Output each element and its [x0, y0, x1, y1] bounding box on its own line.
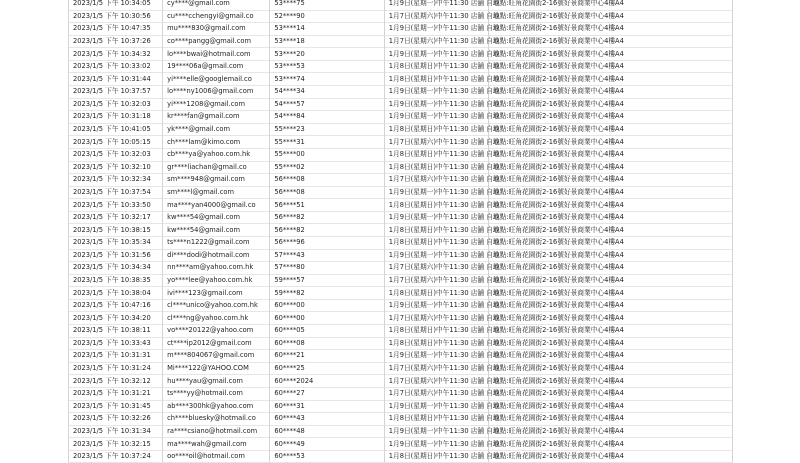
pickup-address-cell[interactable]: 地點:旺角花園街2-16號好景商業中心4樓A4	[489, 186, 733, 199]
pickup-address-cell[interactable]: 地點:旺角花園街2-16號好景商業中心4樓A4	[489, 274, 733, 287]
phone-cell[interactable]: 53****18	[270, 35, 384, 48]
table-row	[69, 23, 733, 36]
orders-table	[68, 0, 733, 463]
table-row	[69, 262, 733, 275]
table-row	[69, 86, 733, 99]
table-row	[69, 199, 733, 212]
pickup-address-cell[interactable]: 地點:旺角花園街2-16號好景商業中心4樓A4	[489, 312, 733, 325]
order-date-cell[interactable]: 2023/1/5 下午 10:38:15	[69, 224, 163, 237]
table-row	[69, 98, 733, 111]
email-cell[interactable]: sm****l@gmail.com	[163, 186, 270, 199]
email-cell[interactable]: hu****yau@gmail.com	[163, 375, 270, 388]
email-cell[interactable]: ra****csiano@hotmail.com	[163, 425, 270, 438]
table-row	[69, 123, 733, 136]
phone-cell[interactable]: 59****57	[270, 274, 384, 287]
order-date-cell[interactable]: 2023/1/5 下午 10:31:24	[69, 362, 163, 375]
pickup-time-cell[interactable]: 1月8日(星期日)中午11:30 店舖 自取	[384, 236, 488, 249]
phone-cell[interactable]: 56****82	[270, 211, 384, 224]
phone-cell[interactable]: 53****74	[270, 73, 384, 86]
table-row	[69, 10, 733, 23]
order-date-cell[interactable]: 2023/1/5 下午 10:47:35	[69, 23, 163, 36]
table-row	[69, 0, 733, 10]
order-date-cell[interactable]: 2023/1/5 下午 10:31:56	[69, 249, 163, 262]
pickup-time-cell[interactable]: 1月8日(星期日)中午11:30 店舖 自取	[384, 60, 488, 73]
order-date-cell[interactable]: 2023/1/5 下午 10:31:21	[69, 387, 163, 400]
phone-cell[interactable]: 56****08	[270, 174, 384, 187]
email-cell[interactable]: ab****300hk@yahoo.com	[163, 400, 270, 413]
order-date-cell[interactable]: 2023/1/5 下午 10:32:15	[69, 438, 163, 451]
table-row	[69, 274, 733, 287]
pickup-address-cell[interactable]: 地點:旺角花園街2-16號好景商業中心4樓A4	[489, 35, 733, 48]
order-date-cell[interactable]: 2023/1/5 下午 10:32:34	[69, 174, 163, 187]
phone-cell[interactable]: 52****90	[270, 10, 384, 23]
email-cell[interactable]: ma****wah@gmail.com	[163, 438, 270, 451]
pickup-address-cell[interactable]: 地點:旺角花園街2-16號好景商業中心4樓A4	[489, 48, 733, 61]
order-date-cell[interactable]: 2023/1/5 下午 10:31:18	[69, 111, 163, 124]
pickup-address-cell[interactable]: 地點:旺角花園街2-16號好景商業中心4樓A4	[489, 400, 733, 413]
pickup-time-cell[interactable]: 1月9日(星期一)中午11:30 店舖 自取	[384, 350, 488, 363]
email-cell[interactable]: cu****cchengyi@gmail.co	[163, 10, 270, 23]
order-date-cell[interactable]: 2023/1/5 下午 10:38:04	[69, 287, 163, 300]
pickup-time-cell[interactable]: 1月9日(星期一)中午11:30 店舖 自取	[384, 86, 488, 99]
email-cell[interactable]: oo****oil@hotmail.com	[163, 450, 270, 463]
phone-cell[interactable]: 60****27	[270, 387, 384, 400]
table-row	[69, 174, 733, 187]
order-date-cell[interactable]: 2023/1/5 下午 10:32:03	[69, 148, 163, 161]
phone-cell[interactable]: 53****75	[270, 0, 384, 10]
pickup-address-cell[interactable]: 地點:旺角花園街2-16號好景商業中心4樓A4	[489, 350, 733, 363]
phone-cell[interactable]: 60****05	[270, 325, 384, 338]
table-row	[69, 325, 733, 338]
table-row	[69, 362, 733, 375]
email-cell[interactable]: cl****unico@yahoo.com.hk	[163, 299, 270, 312]
email-cell[interactable]: Mi****122@YAHOO.COM	[163, 362, 270, 375]
pickup-time-cell[interactable]: 1月8日(星期日)中午11:30 店舖 自取	[384, 325, 488, 338]
phone-cell[interactable]: 53****20	[270, 48, 384, 61]
phone-cell[interactable]: 55****02	[270, 161, 384, 174]
email-cell[interactable]: co****pangg@gmail.com	[163, 35, 270, 48]
table-row	[69, 60, 733, 73]
pickup-address-cell[interactable]: 地點:旺角花園街2-16號好景商業中心4樓A4	[489, 60, 733, 73]
table-row	[69, 400, 733, 413]
phone-cell[interactable]: 56****08	[270, 186, 384, 199]
pickup-address-cell[interactable]: 地點:旺角花園街2-16號好景商業中心4樓A4	[489, 337, 733, 350]
order-date-cell[interactable]: 2023/1/5 下午 10:38:11	[69, 325, 163, 338]
pickup-time-cell[interactable]: 1月9日(星期一)中午11:30 店舖 自取	[384, 438, 488, 451]
phone-cell[interactable]: 54****34	[270, 86, 384, 99]
email-cell[interactable]: 19****06a@gmail.com	[163, 60, 270, 73]
email-cell[interactable]: cb****ya@yahoo.com.hk	[163, 148, 270, 161]
pickup-address-cell[interactable]: 地點:旺角花園街2-16號好景商業中心4樓A4	[489, 438, 733, 451]
email-cell[interactable]: di****dodi@hotmail.com	[163, 249, 270, 262]
orders-table-body	[69, 0, 733, 463]
pickup-address-cell[interactable]: 地點:旺角花園街2-16號好景商業中心4樓A4	[489, 174, 733, 187]
pickup-time-cell[interactable]: 1月7日(星期六)中午11:30 店舖 自取	[384, 136, 488, 149]
pickup-address-cell[interactable]: 地點:旺角花園街2-16號好景商業中心4樓A4	[489, 425, 733, 438]
email-cell[interactable]: kr****fan@gmail.com	[163, 111, 270, 124]
email-cell[interactable]: mu****830@gmail.com	[163, 23, 270, 36]
order-date-cell[interactable]: 2023/1/5 下午 10:37:54	[69, 186, 163, 199]
order-date-cell[interactable]: 2023/1/5 下午 10:37:24	[69, 450, 163, 463]
pickup-time-cell[interactable]: 1月8日(星期日)中午11:30 店舖 自取	[384, 413, 488, 426]
pickup-address-cell[interactable]: 地點:旺角花園街2-16號好景商業中心4樓A4	[489, 86, 733, 99]
email-cell[interactable]: sm****948@gmail.com	[163, 174, 270, 187]
order-date-cell[interactable]: 2023/1/5 下午 10:30:56	[69, 10, 163, 23]
order-date-cell[interactable]: 2023/1/5 下午 10:05:15	[69, 136, 163, 149]
email-cell[interactable]: vo****20122@yahoo.com	[163, 325, 270, 338]
email-cell[interactable]: nn****am@yahoo.com.hk	[163, 262, 270, 275]
email-cell[interactable]: ivi****123@gmail.com	[163, 287, 270, 300]
pickup-time-cell[interactable]: 1月9日(星期一)中午11:30 店舖 自取	[384, 249, 488, 262]
order-date-cell[interactable]: 2023/1/5 下午 10:37:57	[69, 86, 163, 99]
table-row	[69, 136, 733, 149]
order-date-cell[interactable]: 2023/1/5 下午 10:33:50	[69, 199, 163, 212]
pickup-address-cell[interactable]: 地點:旺角花園街2-16號好景商業中心4樓A4	[489, 211, 733, 224]
phone-cell[interactable]: 57****43	[270, 249, 384, 262]
order-date-cell[interactable]: 2023/1/5 下午 10:31:44	[69, 73, 163, 86]
pickup-time-cell[interactable]: 1月9日(星期一)中午11:30 店舖 自取	[384, 400, 488, 413]
phone-cell[interactable]: 60****53	[270, 450, 384, 463]
table-row	[69, 48, 733, 61]
pickup-time-cell[interactable]: 1月7日(星期六)中午11:30 店舖 自取	[384, 35, 488, 48]
pickup-time-cell[interactable]: 1月9日(星期一)中午11:30 店舖 自取	[384, 425, 488, 438]
pickup-time-cell[interactable]: 1月8日(星期日)中午11:30 店舖 自取	[384, 161, 488, 174]
order-date-cell[interactable]: 2023/1/5 下午 10:33:02	[69, 60, 163, 73]
email-cell[interactable]: lo****bwai@hotmail.com	[163, 48, 270, 61]
pickup-time-cell[interactable]: 1月9日(星期一)中午11:30 店舖 自取	[384, 299, 488, 312]
pickup-address-cell[interactable]: 地點:旺角花園街2-16號好景商業中心4樓A4	[489, 413, 733, 426]
pickup-address-cell[interactable]: 地點:旺角花園街2-16號好景商業中心4樓A4	[489, 111, 733, 124]
pickup-time-cell[interactable]: 1月7日(星期六)中午11:30 店舖 自取	[384, 262, 488, 275]
table-row	[69, 450, 733, 463]
phone-cell[interactable]: 60****2024	[270, 375, 384, 388]
email-cell[interactable]: cy****@gmail.com	[163, 0, 270, 10]
phone-cell[interactable]: 60****08	[270, 337, 384, 350]
pickup-address-cell[interactable]: 地點:旺角花園街2-16號好景商業中心4樓A4	[489, 98, 733, 111]
pickup-time-cell[interactable]: 1月9日(星期一)中午11:30 店舖 自取	[384, 23, 488, 36]
pickup-address-cell[interactable]: 地點:旺角花園街2-16號好景商業中心4樓A4	[489, 299, 733, 312]
pickup-time-cell[interactable]: 1月9日(星期一)中午11:30 店舖 自取	[384, 111, 488, 124]
email-cell[interactable]: yi****elle@googlemail.co	[163, 73, 270, 86]
pickup-time-cell[interactable]: 1月9日(星期一)中午11:30 店舖 自取	[384, 0, 488, 10]
table-row	[69, 350, 733, 363]
table-row	[69, 186, 733, 199]
table-row	[69, 337, 733, 350]
phone-cell[interactable]: 60****21	[270, 350, 384, 363]
pickup-time-cell[interactable]: 1月7日(星期六)中午11:30 店舖 自取	[384, 312, 488, 325]
pickup-address-cell[interactable]: 地點:旺角花園街2-16號好景商業中心4樓A4	[489, 23, 733, 36]
pickup-time-cell[interactable]: 1月8日(星期日)中午11:30 店舖 自取	[384, 73, 488, 86]
order-date-cell[interactable]: 2023/1/5 下午 10:32:03	[69, 98, 163, 111]
email-cell[interactable]: m****804067@gmail.com	[163, 350, 270, 363]
email-cell[interactable]: ts****n1222@gmail.com	[163, 236, 270, 249]
order-date-cell[interactable]: 2023/1/5 下午 10:32:10	[69, 161, 163, 174]
phone-cell[interactable]: 60****48	[270, 425, 384, 438]
pickup-address-cell[interactable]: 地點:旺角花園街2-16號好景商業中心4樓A4	[489, 387, 733, 400]
order-date-cell[interactable]: 2023/1/5 下午 10:41:05	[69, 123, 163, 136]
pickup-address-cell[interactable]: 地點:旺角花園街2-16號好景商業中心4樓A4	[489, 249, 733, 262]
pickup-time-cell[interactable]: 1月8日(星期日)中午11:30 店舖 自取	[384, 148, 488, 161]
pickup-time-cell[interactable]: 1月7日(星期六)中午11:30 店舖 自取	[384, 274, 488, 287]
pickup-time-cell[interactable]: 1月8日(星期日)中午11:30 店舖 自取	[384, 287, 488, 300]
pickup-time-cell[interactable]: 1月7日(星期六)中午11:30 店舖 自取	[384, 174, 488, 187]
email-cell[interactable]: ma****yan4000@gmail.co	[163, 199, 270, 212]
phone-cell[interactable]: 60****00	[270, 299, 384, 312]
table-row	[69, 35, 733, 48]
email-cell[interactable]: yk****@gmail.com	[163, 123, 270, 136]
pickup-address-cell[interactable]: 地點:旺角花園街2-16號好景商業中心4樓A4	[489, 262, 733, 275]
phone-cell[interactable]: 60****43	[270, 413, 384, 426]
phone-cell[interactable]: 60****31	[270, 400, 384, 413]
pickup-address-cell[interactable]: 地點:旺角花園街2-16號好景商業中心4樓A4	[489, 73, 733, 86]
pickup-address-cell[interactable]: 地點:旺角花園街2-16號好景商業中心4樓A4	[489, 10, 733, 23]
pickup-time-cell[interactable]: 1月8日(星期日)中午11:30 店舖 自取	[384, 199, 488, 212]
order-date-cell[interactable]: 2023/1/5 下午 10:32:17	[69, 211, 163, 224]
order-date-cell[interactable]: 2023/1/5 下午 10:32:12	[69, 375, 163, 388]
email-cell[interactable]: kw****54@gmail.com	[163, 211, 270, 224]
phone-cell[interactable]: 53****53	[270, 60, 384, 73]
pickup-address-cell[interactable]: 地點:旺角花園街2-16號好景商業中心4樓A4	[489, 236, 733, 249]
pickup-address-cell[interactable]: 地點:旺角花園街2-16號好景商業中心4樓A4	[489, 148, 733, 161]
table-row	[69, 249, 733, 262]
pickup-time-cell[interactable]: 1月9日(星期一)中午11:30 店舖 自取	[384, 211, 488, 224]
pickup-time-cell[interactable]: 1月7日(星期六)中午11:30 店舖 自取	[384, 375, 488, 388]
table-row	[69, 387, 733, 400]
phone-cell[interactable]: 54****57	[270, 98, 384, 111]
pickup-address-cell[interactable]: 地點:旺角花園街2-16號好景商業中心4樓A4	[489, 136, 733, 149]
email-cell[interactable]: ct****ip2012@gmail.com	[163, 337, 270, 350]
table-row	[69, 161, 733, 174]
email-cell[interactable]: cl****ng@yahoo.com.hk	[163, 312, 270, 325]
order-date-cell[interactable]: 2023/1/5 下午 10:37:26	[69, 35, 163, 48]
pickup-address-cell[interactable]: 地點:旺角花園街2-16號好景商業中心4樓A4	[489, 123, 733, 136]
table-row	[69, 299, 733, 312]
phone-cell[interactable]: 59****82	[270, 287, 384, 300]
table-row	[69, 224, 733, 237]
order-date-cell[interactable]: 2023/1/5 下午 10:31:45	[69, 400, 163, 413]
order-date-cell[interactable]: 2023/1/5 下午 10:32:26	[69, 413, 163, 426]
pickup-time-cell[interactable]: 1月9日(星期一)中午11:30 店舖 自取	[384, 48, 488, 61]
pickup-time-cell[interactable]: 1月7日(星期六)中午11:30 店舖 自取	[384, 387, 488, 400]
email-cell[interactable]: kw****54@gmail.com	[163, 224, 270, 237]
email-cell[interactable]: yi****1208@gmail.com	[163, 98, 270, 111]
order-date-cell[interactable]: 2023/1/5 下午 10:35:34	[69, 236, 163, 249]
order-date-cell[interactable]: 2023/1/5 下午 10:34:32	[69, 48, 163, 61]
table-row	[69, 312, 733, 325]
pickup-time-cell[interactable]: 1月8日(星期日)中午11:30 店舖 自取	[384, 450, 488, 463]
phone-cell[interactable]: 60****49	[270, 438, 384, 451]
email-cell[interactable]: gr****liachan@gmail.co	[163, 161, 270, 174]
table-row	[69, 73, 733, 86]
pickup-address-cell[interactable]: 地點:旺角花園街2-16號好景商業中心4樓A4	[489, 199, 733, 212]
pickup-address-cell[interactable]: 地點:旺角花園街2-16號好景商業中心4樓A4	[489, 362, 733, 375]
pickup-address-cell[interactable]: 地點:旺角花園街2-16號好景商業中心4樓A4	[489, 450, 733, 463]
email-cell[interactable]: ch****bluesky@hotmail.co	[163, 413, 270, 426]
pickup-time-cell[interactable]: 1月8日(星期日)中午11:30 店舖 自取	[384, 123, 488, 136]
phone-cell[interactable]: 56****82	[270, 224, 384, 237]
pickup-time-cell[interactable]: 1月9日(星期一)中午11:30 店舖 自取	[384, 186, 488, 199]
order-date-cell[interactable]: 2023/1/5 下午 10:33:43	[69, 337, 163, 350]
phone-cell[interactable]: 56****96	[270, 236, 384, 249]
order-date-cell[interactable]: 2023/1/5 下午 10:34:20	[69, 312, 163, 325]
pickup-address-cell[interactable]: 地點:旺角花園街2-16號好景商業中心4樓A4	[489, 375, 733, 388]
phone-cell[interactable]: 53****14	[270, 23, 384, 36]
table-row	[69, 375, 733, 388]
email-cell[interactable]: lo****ny1006@gmail.com	[163, 86, 270, 99]
pickup-address-cell[interactable]: 地點:旺角花園街2-16號好景商業中心4樓A4	[489, 0, 733, 10]
pickup-time-cell[interactable]: 1月8日(星期日)中午11:30 店舖 自取	[384, 337, 488, 350]
phone-cell[interactable]: 55****00	[270, 148, 384, 161]
phone-cell[interactable]: 60****00	[270, 312, 384, 325]
phone-cell[interactable]: 60****25	[270, 362, 384, 375]
email-cell[interactable]: ts****yy@hotmail.com	[163, 387, 270, 400]
phone-cell[interactable]: 54****84	[270, 111, 384, 124]
pickup-address-cell[interactable]: 地點:旺角花園街2-16號好景商業中心4樓A4	[489, 224, 733, 237]
table-row	[69, 211, 733, 224]
pickup-time-cell[interactable]: 1月7日(星期六)中午11:30 店舖 自取	[384, 362, 488, 375]
order-date-cell[interactable]: 2023/1/5 下午 10:31:31	[69, 350, 163, 363]
email-cell[interactable]: yo****lee@yahoo.com.hk	[163, 274, 270, 287]
order-date-cell[interactable]: 2023/1/5 下午 10:34:05	[69, 0, 163, 10]
pickup-address-cell[interactable]: 地點:旺角花園街2-16號好景商業中心4樓A4	[489, 161, 733, 174]
phone-cell[interactable]: 55****23	[270, 123, 384, 136]
order-date-cell[interactable]: 2023/1/5 下午 10:31:34	[69, 425, 163, 438]
email-cell[interactable]: ch****lam@kimo.com	[163, 136, 270, 149]
order-date-cell[interactable]: 2023/1/5 下午 10:47:16	[69, 299, 163, 312]
pickup-time-cell[interactable]: 1月9日(星期一)中午11:30 店舖 自取	[384, 98, 488, 111]
order-date-cell[interactable]: 2023/1/5 下午 10:38:35	[69, 274, 163, 287]
table-row	[69, 236, 733, 249]
pickup-time-cell[interactable]: 1月7日(星期六)中午11:30 店舖 自取	[384, 10, 488, 23]
table-row	[69, 438, 733, 451]
pickup-time-cell[interactable]: 1月8日(星期日)中午11:30 店舖 自取	[384, 224, 488, 237]
table-row	[69, 425, 733, 438]
table-row	[69, 413, 733, 426]
phone-cell[interactable]: 56****51	[270, 199, 384, 212]
order-date-cell[interactable]: 2023/1/5 下午 10:34:34	[69, 262, 163, 275]
phone-cell[interactable]: 57****80	[270, 262, 384, 275]
pickup-address-cell[interactable]: 地點:旺角花園街2-16號好景商業中心4樓A4	[489, 325, 733, 338]
phone-cell[interactable]: 55****31	[270, 136, 384, 149]
pickup-address-cell[interactable]: 地點:旺角花園街2-16號好景商業中心4樓A4	[489, 287, 733, 300]
table-row	[69, 111, 733, 124]
table-row	[69, 287, 733, 300]
table-row	[69, 148, 733, 161]
